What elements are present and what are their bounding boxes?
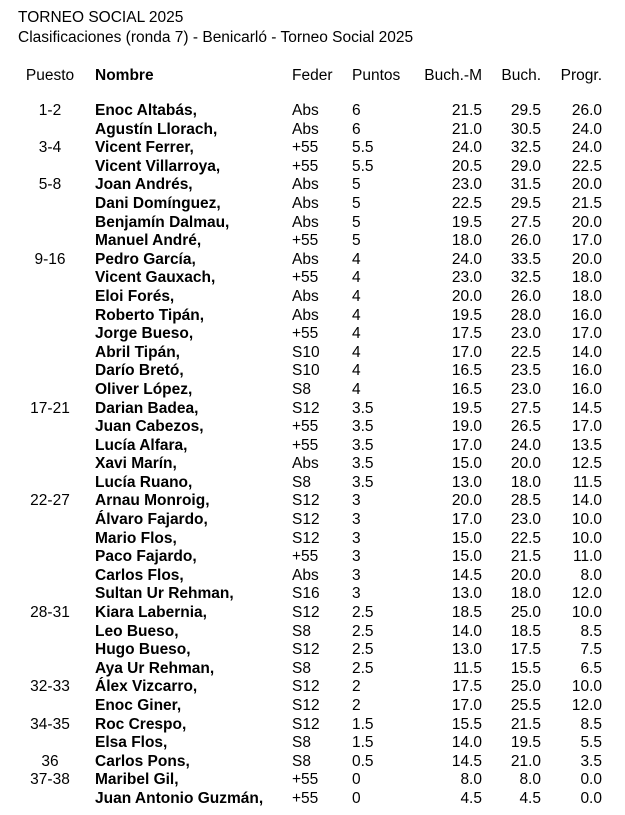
cell-progr: 11.5 bbox=[572, 473, 602, 491]
cell-feder: S10 bbox=[292, 343, 320, 361]
cell-puesto: 17-21 bbox=[30, 399, 70, 417]
cell-puesto: 5-8 bbox=[38, 176, 62, 194]
cell-progr: 16.0 bbox=[571, 362, 602, 380]
cell-buch-m: 21.0 bbox=[451, 120, 482, 138]
cell-progr: 10.0 bbox=[571, 678, 602, 696]
cell-buch-m: 24.0 bbox=[451, 139, 482, 157]
cell-nombre: Lucía Ruano, bbox=[95, 473, 193, 491]
document-subtitle: Clasificaciones (ronda 7) - Benicarló - Torneo Social 2025 bbox=[18, 29, 414, 46]
col-header-buch-m: Buch.-M bbox=[424, 67, 482, 84]
table-row bbox=[0, 492, 625, 511]
table-row bbox=[0, 585, 625, 604]
cell-buch-m: 24.0 bbox=[451, 250, 482, 268]
table-row bbox=[0, 232, 625, 251]
cell-buch: 26.0 bbox=[510, 232, 541, 250]
cell-nombre: Hugo Bueso, bbox=[95, 641, 191, 659]
cell-progr: 14.0 bbox=[571, 492, 602, 510]
cell-buch-m: 19.5 bbox=[451, 399, 482, 417]
cell-progr: 3.5 bbox=[580, 752, 602, 770]
cell-buch-m: 17.0 bbox=[451, 697, 482, 714]
cell-puntos: 3.5 bbox=[352, 436, 374, 454]
table-row bbox=[0, 678, 625, 697]
cell-buch: 27.5 bbox=[510, 399, 541, 417]
cell-feder: Abs bbox=[292, 194, 319, 212]
cell-nombre: Juan Cabezos, bbox=[95, 418, 204, 436]
cell-buch: 23.0 bbox=[510, 325, 541, 343]
cell-puntos: 1.5 bbox=[352, 715, 374, 733]
cell-nombre: Maribel Gil, bbox=[95, 771, 179, 789]
cell-puesto: 32-33 bbox=[30, 678, 70, 696]
cell-nombre: Arnau Monroig, bbox=[95, 492, 210, 510]
table-row bbox=[0, 176, 625, 195]
cell-progr: 7.5 bbox=[580, 641, 602, 659]
cell-feder: Abs bbox=[292, 455, 319, 473]
cell-nombre: Carlos Flos, bbox=[95, 566, 184, 584]
cell-buch: 19.5 bbox=[510, 734, 541, 752]
cell-buch-m: 8.0 bbox=[460, 771, 482, 789]
cell-nombre: Enoc Giner, bbox=[95, 697, 182, 714]
cell-buch: 18.0 bbox=[510, 473, 541, 491]
cell-puesto: 22-27 bbox=[30, 492, 70, 510]
cell-feder: +55 bbox=[292, 789, 319, 807]
cell-puntos: 3 bbox=[352, 548, 361, 566]
cell-buch: 27.5 bbox=[510, 213, 541, 231]
table-row bbox=[0, 530, 625, 549]
cell-progr: 8.0 bbox=[580, 566, 602, 584]
cell-puntos: 3 bbox=[352, 492, 361, 510]
cell-buch-m: 16.5 bbox=[451, 362, 482, 380]
cell-buch-m: 19.5 bbox=[451, 306, 482, 324]
cell-buch-m: 20.5 bbox=[451, 157, 482, 175]
cell-puntos: 4 bbox=[352, 362, 361, 380]
cell-progr: 17.0 bbox=[571, 418, 602, 436]
table-row bbox=[0, 623, 625, 642]
cell-buch: 22.5 bbox=[510, 529, 541, 547]
cell-puesto: 3-4 bbox=[38, 139, 62, 157]
cell-progr: 5.5 bbox=[580, 734, 602, 752]
cell-feder: Abs bbox=[292, 176, 319, 194]
cell-buch: 26.0 bbox=[510, 287, 541, 305]
cell-buch-m: 14.0 bbox=[451, 734, 482, 752]
cell-puntos: 0.5 bbox=[352, 752, 374, 770]
cell-feder: S8 bbox=[292, 380, 311, 398]
cell-feder: Abs bbox=[292, 120, 319, 138]
cell-buch: 30.5 bbox=[510, 120, 541, 138]
cell-puntos: 6 bbox=[352, 120, 361, 138]
table-row bbox=[0, 325, 625, 344]
cell-progr: 16.0 bbox=[571, 306, 602, 324]
cell-buch: 8.0 bbox=[519, 771, 541, 789]
cell-puntos: 5 bbox=[352, 213, 361, 231]
cell-feder: S8 bbox=[292, 752, 311, 770]
cell-buch: 23.5 bbox=[510, 362, 541, 380]
cell-nombre: Enoc Altabás, bbox=[95, 102, 197, 119]
cell-feder: +55 bbox=[292, 548, 319, 566]
cell-progr: 17.0 bbox=[571, 325, 602, 343]
cell-puntos: 3.5 bbox=[352, 418, 374, 436]
cell-buch: 31.5 bbox=[510, 176, 541, 194]
cell-feder: +55 bbox=[292, 325, 319, 343]
table-row bbox=[0, 771, 625, 790]
cell-progr: 12.0 bbox=[571, 585, 602, 603]
cell-puntos: 2.5 bbox=[352, 641, 374, 659]
col-header-nombre: Nombre bbox=[95, 67, 154, 84]
cell-feder: S12 bbox=[292, 529, 320, 547]
cell-progr: 16.0 bbox=[571, 380, 602, 398]
cell-nombre: Darío Bretó, bbox=[95, 362, 184, 380]
table-row bbox=[0, 697, 625, 716]
cell-puntos: 3 bbox=[352, 529, 361, 547]
cell-puntos: 1.5 bbox=[352, 734, 374, 752]
cell-puntos: 4 bbox=[352, 325, 361, 343]
table-row bbox=[0, 400, 625, 419]
table-row bbox=[0, 418, 625, 437]
table-row bbox=[0, 641, 625, 660]
table-row bbox=[0, 214, 625, 233]
cell-buch-m: 17.0 bbox=[451, 436, 482, 454]
col-header-progr: Progr. bbox=[560, 67, 602, 84]
cell-buch-m: 11.5 bbox=[452, 659, 482, 677]
cell-buch-m: 22.5 bbox=[451, 194, 482, 212]
cell-progr: 8.5 bbox=[580, 622, 602, 640]
cell-progr: 20.0 bbox=[571, 250, 602, 268]
cell-nombre: Pedro García, bbox=[95, 250, 196, 268]
cell-progr: 10.0 bbox=[571, 511, 602, 529]
cell-nombre: Sultan Ur Rehman, bbox=[95, 585, 234, 603]
cell-buch-m: 15.0 bbox=[451, 529, 482, 547]
cell-puesto: 28-31 bbox=[30, 604, 70, 622]
cell-feder: Abs bbox=[292, 287, 319, 305]
cell-buch-m: 19.0 bbox=[451, 418, 482, 436]
cell-puesto: 1-2 bbox=[38, 102, 62, 119]
cell-buch-m: 4.5 bbox=[460, 789, 482, 807]
cell-puntos: 3 bbox=[352, 566, 361, 584]
cell-feder: Abs bbox=[292, 566, 319, 584]
table-row bbox=[0, 790, 625, 809]
cell-nombre: Abril Tipán, bbox=[95, 343, 180, 361]
table-row bbox=[0, 307, 625, 326]
cell-progr: 20.0 bbox=[571, 176, 602, 194]
cell-buch-m: 17.5 bbox=[451, 678, 482, 696]
cell-feder: S12 bbox=[292, 715, 320, 733]
cell-feder: Abs bbox=[292, 250, 319, 268]
cell-feder: S12 bbox=[292, 697, 320, 714]
cell-progr: 14.0 bbox=[571, 343, 602, 361]
cell-buch: 28.5 bbox=[510, 492, 541, 510]
col-header-puesto: Puesto bbox=[25, 67, 75, 84]
cell-buch: 21.0 bbox=[510, 752, 541, 770]
table-row bbox=[0, 288, 625, 307]
cell-progr: 24.0 bbox=[571, 139, 602, 157]
cell-buch: 29.5 bbox=[510, 102, 541, 119]
cell-feder: +55 bbox=[292, 139, 319, 157]
cell-puesto: 36 bbox=[41, 752, 59, 770]
cell-buch: 23.0 bbox=[510, 511, 541, 529]
standings-table bbox=[0, 102, 625, 809]
col-header-buch: Buch. bbox=[501, 67, 541, 84]
cell-buch: 32.5 bbox=[510, 269, 541, 287]
cell-buch-m: 15.0 bbox=[451, 548, 482, 566]
table-row bbox=[0, 362, 625, 381]
cell-buch: 25.0 bbox=[510, 678, 541, 696]
cell-buch: 4.5 bbox=[519, 789, 541, 807]
cell-nombre: Vicent Ferrer, bbox=[95, 139, 194, 157]
cell-buch: 18.0 bbox=[510, 585, 541, 603]
cell-buch: 26.5 bbox=[510, 418, 541, 436]
cell-puntos: 4 bbox=[352, 287, 361, 305]
cell-feder: +55 bbox=[292, 157, 319, 175]
table-row bbox=[0, 121, 625, 140]
cell-buch-m: 17.0 bbox=[451, 343, 482, 361]
cell-progr: 18.0 bbox=[571, 287, 602, 305]
cell-progr: 22.5 bbox=[571, 157, 602, 175]
cell-puntos: 5 bbox=[352, 194, 361, 212]
cell-buch-m: 20.0 bbox=[451, 287, 482, 305]
table-row bbox=[0, 195, 625, 214]
cell-buch-m: 17.5 bbox=[451, 325, 482, 343]
cell-feder: S12 bbox=[292, 678, 320, 696]
cell-progr: 20.0 bbox=[571, 213, 602, 231]
cell-buch-m: 13.0 bbox=[451, 585, 482, 603]
cell-nombre: Roc Crespo, bbox=[95, 715, 187, 733]
cell-buch: 17.5 bbox=[510, 641, 541, 659]
cell-puntos: 3.5 bbox=[352, 399, 374, 417]
cell-progr: 10.0 bbox=[571, 529, 602, 547]
cell-nombre: Jorge Bueso, bbox=[95, 325, 194, 343]
cell-buch-m: 14.5 bbox=[451, 566, 482, 584]
cell-buch-m: 23.0 bbox=[451, 269, 482, 287]
cell-puntos: 3 bbox=[352, 585, 361, 603]
cell-progr: 0.0 bbox=[580, 771, 602, 789]
cell-buch-m: 15.5 bbox=[451, 715, 482, 733]
table-row bbox=[0, 734, 625, 753]
cell-buch: 32.5 bbox=[510, 139, 541, 157]
cell-nombre: Elsa Flos, bbox=[95, 734, 168, 752]
cell-buch-m: 14.0 bbox=[451, 622, 482, 640]
cell-nombre: Benjamín Dalmau, bbox=[95, 213, 230, 231]
cell-feder: S16 bbox=[292, 585, 320, 603]
cell-feder: S12 bbox=[292, 511, 320, 529]
table-row bbox=[0, 716, 625, 735]
col-header-feder: Feder bbox=[292, 67, 333, 84]
cell-nombre: Álvaro Fajardo, bbox=[95, 511, 208, 529]
cell-buch-m: 13.0 bbox=[451, 641, 482, 659]
cell-nombre: Roberto Tipán, bbox=[95, 306, 205, 324]
cell-buch: 20.0 bbox=[510, 455, 541, 473]
cell-buch-m: 18.0 bbox=[451, 232, 482, 250]
cell-nombre: Kiara Labernia, bbox=[95, 604, 207, 622]
cell-buch-m: 18.5 bbox=[451, 604, 482, 622]
cell-buch: 25.0 bbox=[510, 604, 541, 622]
cell-puntos: 0 bbox=[352, 771, 361, 789]
table-row bbox=[0, 139, 625, 158]
table-row bbox=[0, 455, 625, 474]
table-row bbox=[0, 344, 625, 363]
cell-progr: 24.0 bbox=[571, 120, 602, 138]
cell-nombre: Dani Domínguez, bbox=[95, 194, 221, 212]
table-row bbox=[0, 604, 625, 623]
cell-nombre: Carlos Pons, bbox=[95, 752, 190, 770]
cell-nombre: Xavi Marín, bbox=[95, 455, 177, 473]
cell-nombre: Darian Badea, bbox=[95, 399, 199, 417]
cell-feder: Abs bbox=[292, 213, 319, 231]
cell-puntos: 3.5 bbox=[352, 473, 374, 491]
table-row bbox=[0, 381, 625, 400]
cell-progr: 6.5 bbox=[580, 659, 602, 677]
table-row bbox=[0, 269, 625, 288]
cell-progr: 11.0 bbox=[572, 548, 602, 566]
cell-feder: S8 bbox=[292, 734, 311, 752]
cell-puntos: 2 bbox=[352, 697, 361, 714]
cell-puntos: 2.5 bbox=[352, 604, 374, 622]
cell-feder: +55 bbox=[292, 418, 319, 436]
cell-nombre: Vicent Villarroya, bbox=[95, 157, 221, 175]
table-row bbox=[0, 567, 625, 586]
cell-feder: +55 bbox=[292, 436, 319, 454]
cell-puntos: 2.5 bbox=[352, 659, 374, 677]
cell-buch: 22.5 bbox=[510, 343, 541, 361]
cell-feder: +55 bbox=[292, 232, 319, 250]
cell-buch-m: 14.5 bbox=[451, 752, 482, 770]
cell-buch: 33.5 bbox=[510, 250, 541, 268]
cell-feder: +55 bbox=[292, 771, 319, 789]
cell-progr: 10.0 bbox=[571, 604, 602, 622]
cell-nombre: Eloi Forés, bbox=[95, 287, 175, 305]
cell-buch-m: 17.0 bbox=[451, 511, 482, 529]
cell-buch-m: 15.0 bbox=[451, 455, 482, 473]
cell-feder: S8 bbox=[292, 473, 311, 491]
cell-buch-m: 13.0 bbox=[451, 473, 482, 491]
document-title: TORNEO SOCIAL 2025 bbox=[18, 9, 184, 26]
cell-puntos: 4 bbox=[352, 343, 361, 361]
cell-nombre: Agustín Llorach, bbox=[95, 120, 218, 138]
table-row bbox=[0, 548, 625, 567]
col-header-puntos: Puntos bbox=[352, 67, 401, 84]
cell-buch: 21.5 bbox=[510, 715, 541, 733]
cell-nombre: Paco Fajardo, bbox=[95, 548, 197, 566]
cell-nombre: Aya Ur Rehman, bbox=[95, 659, 215, 677]
cell-feder: S12 bbox=[292, 604, 320, 622]
table-row bbox=[0, 251, 625, 270]
cell-puntos: 3.5 bbox=[352, 455, 374, 473]
cell-nombre: Oliver López, bbox=[95, 380, 193, 398]
cell-feder: Abs bbox=[292, 306, 319, 324]
cell-puntos: 4 bbox=[352, 250, 361, 268]
cell-puntos: 4 bbox=[352, 380, 361, 398]
cell-nombre: Manuel André, bbox=[95, 232, 202, 250]
cell-buch: 24.0 bbox=[510, 436, 541, 454]
cell-feder: S12 bbox=[292, 492, 320, 510]
cell-progr: 12.5 bbox=[571, 455, 602, 473]
cell-buch-m: 21.5 bbox=[451, 102, 482, 119]
cell-buch: 20.0 bbox=[510, 566, 541, 584]
cell-puntos: 2 bbox=[352, 678, 361, 696]
cell-puesto: 9-16 bbox=[34, 250, 66, 268]
table-row bbox=[0, 158, 625, 177]
cell-buch: 28.0 bbox=[510, 306, 541, 324]
cell-puesto: 37-38 bbox=[30, 771, 70, 789]
cell-progr: 18.0 bbox=[571, 269, 602, 287]
cell-buch: 29.5 bbox=[510, 194, 541, 212]
cell-progr: 8.5 bbox=[580, 715, 602, 733]
cell-buch: 23.0 bbox=[510, 380, 541, 398]
cell-nombre: Vicent Gauxach, bbox=[95, 269, 216, 287]
cell-nombre: Joan Andrés, bbox=[95, 176, 193, 194]
cell-feder: S12 bbox=[292, 399, 320, 417]
cell-feder: S12 bbox=[292, 641, 320, 659]
cell-feder: S8 bbox=[292, 622, 311, 640]
table-row bbox=[0, 102, 625, 121]
cell-buch-m: 23.0 bbox=[451, 176, 482, 194]
cell-buch-m: 20.0 bbox=[451, 492, 482, 510]
cell-puntos: 5.5 bbox=[352, 157, 374, 175]
cell-progr: 12.0 bbox=[571, 697, 602, 714]
cell-puntos: 4 bbox=[352, 306, 361, 324]
table-row bbox=[0, 753, 625, 772]
cell-progr: 13.5 bbox=[571, 436, 602, 454]
table-row bbox=[0, 437, 625, 456]
cell-nombre: Leo Bueso, bbox=[95, 622, 179, 640]
cell-nombre: Mario Flos, bbox=[95, 529, 177, 547]
cell-feder: S8 bbox=[292, 659, 311, 677]
cell-puntos: 6 bbox=[352, 102, 361, 119]
cell-puntos: 4 bbox=[352, 269, 361, 287]
cell-puntos: 5.5 bbox=[352, 139, 374, 157]
table-row bbox=[0, 474, 625, 493]
cell-puntos: 5 bbox=[352, 176, 361, 194]
cell-feder: Abs bbox=[292, 102, 319, 119]
cell-puntos: 5 bbox=[352, 232, 361, 250]
cell-puesto: 34-35 bbox=[30, 715, 70, 733]
cell-nombre: Juan Antonio Guzmán, bbox=[95, 789, 264, 807]
cell-feder: +55 bbox=[292, 269, 319, 287]
cell-nombre: Álex Vizcarro, bbox=[95, 678, 198, 696]
cell-puntos: 0 bbox=[352, 789, 361, 807]
cell-puntos: 2.5 bbox=[352, 622, 374, 640]
cell-feder: S10 bbox=[292, 362, 320, 380]
cell-progr: 14.5 bbox=[571, 399, 602, 417]
cell-buch-m: 16.5 bbox=[451, 380, 482, 398]
cell-puntos: 3 bbox=[352, 511, 361, 529]
cell-progr: 17.0 bbox=[571, 232, 602, 250]
cell-buch-m: 19.5 bbox=[451, 213, 482, 231]
cell-buch: 29.0 bbox=[510, 157, 541, 175]
table-row bbox=[0, 511, 625, 530]
cell-buch: 21.5 bbox=[510, 548, 541, 566]
cell-progr: 26.0 bbox=[571, 102, 602, 119]
cell-nombre: Lucía Alfara, bbox=[95, 436, 188, 454]
cell-buch: 15.5 bbox=[510, 659, 541, 677]
cell-progr: 0.0 bbox=[580, 789, 602, 807]
cell-progr: 21.5 bbox=[571, 194, 602, 212]
table-row bbox=[0, 660, 625, 679]
cell-buch: 25.5 bbox=[510, 697, 541, 714]
cell-buch: 18.5 bbox=[510, 622, 541, 640]
